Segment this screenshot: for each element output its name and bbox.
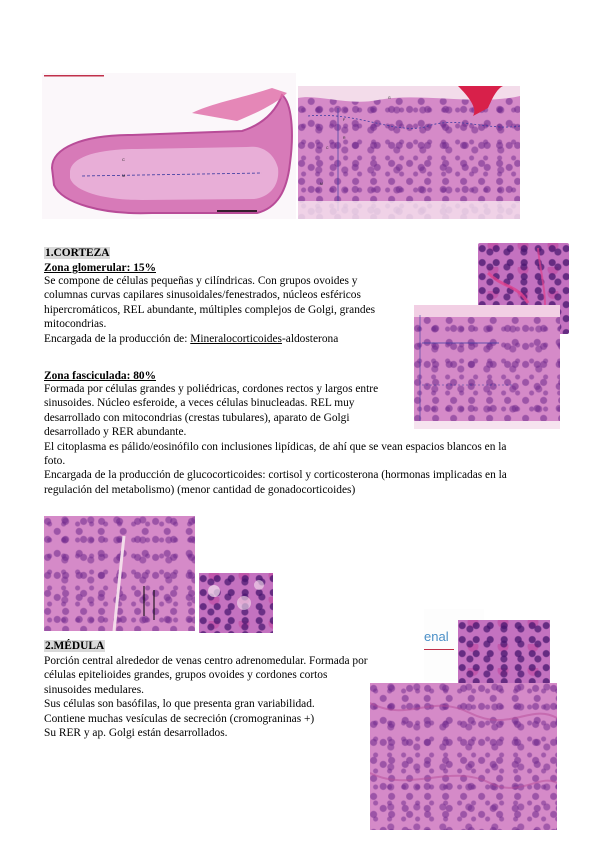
label-r: R	[343, 136, 346, 140]
production-term: Mineralocorticoides	[190, 332, 282, 345]
text-line: hipercromáticos, REL abundante, múltiples complejos de Golgi, grandes	[44, 303, 376, 316]
medulla-description	[44, 654, 394, 740]
medulla-closeup-image	[458, 620, 550, 685]
cortex-overview-svg	[298, 86, 520, 219]
fasciculada-section	[44, 370, 544, 497]
glomerular-production	[44, 332, 414, 346]
production-prefix: Encargada de la producción de:	[44, 332, 191, 345]
cortex-section	[44, 243, 414, 346]
text-line: columnas curvas capilares sinusoidales/fenestrados, núcleos esféricos	[44, 289, 361, 302]
fasciculada-closeup-svg	[199, 573, 273, 633]
fasciculada-description	[44, 382, 544, 497]
medulla-section	[44, 636, 394, 740]
overview-image-left	[42, 73, 296, 219]
label-cortex: C	[122, 157, 125, 162]
overlay-underline	[424, 649, 454, 650]
text-line: Se compone de células pequeñas y cilíndricas. Con grupos ovoides y	[44, 275, 358, 287]
text-line: Su RER y ap. Golgi están desarrollados.	[44, 727, 228, 740]
overview-image-right	[298, 86, 520, 219]
text-line: Encargada de la producción de glucocorticoides: cortisol y corticosterona (hormonas implicadas en la	[44, 469, 507, 482]
label-c: C	[326, 146, 329, 150]
label-f: F	[343, 118, 346, 122]
gland-section-svg	[42, 73, 296, 219]
medulla-image	[370, 683, 557, 830]
text-line: mitocondrias.	[44, 318, 107, 331]
glomerular-description	[44, 274, 414, 346]
text-line: regulación del metabolismo) (menor cantidad de gonadocorticoides)	[44, 483, 356, 496]
text-line: desarrollado con mitocondrias (crestas tubulares), aparato de Golgi	[44, 411, 350, 424]
text-line: Contiene muchas vesículas de secreción (cromograninas +)	[44, 712, 315, 725]
medulla-svg	[370, 683, 557, 830]
text-line: sinusoides medulares.	[44, 683, 144, 696]
fasciculada-closeup-image	[199, 573, 273, 633]
text-line: sinusoides. Núcleo esferoide, a veces células binucleadas. REL muy	[44, 397, 355, 410]
label-g: G	[388, 96, 391, 100]
fasciculada-heading: Zona fasciculada: 80%	[44, 370, 157, 382]
label-m: M	[320, 182, 323, 186]
glomerular-heading: Zona glomerular: 15%	[44, 262, 156, 274]
medulla-heading: 2.MÉDULA	[45, 640, 105, 652]
production-suffix: -aldosterona	[281, 332, 339, 345]
fasciculada-image	[44, 516, 195, 631]
label-medulla: M	[122, 173, 126, 178]
fasciculada-svg	[44, 516, 195, 631]
text-line: desarrollado y RER abundante.	[44, 426, 187, 439]
text-line: Porción central alrededor de venas centro adrenomedular. Formada por	[44, 655, 368, 667]
text-line: El citoplasma es pálido/eosinófilo con inclusiones lipídicas, de ahí que se vean espacios blancos en la	[44, 440, 507, 453]
overlay-text: enal	[424, 629, 449, 644]
text-line: Sus células son basófilas, lo que presenta gran variabilidad.	[44, 698, 315, 711]
text-line: Formada por células grandes y poliédricas, cordones rectos y largos entre	[44, 383, 379, 395]
text-line: foto.	[44, 455, 66, 468]
text-line: células epitelioides grandes, grupos ovoides y cordones cortos	[44, 669, 328, 682]
cortex-heading: 1.CORTEZA	[45, 247, 110, 259]
